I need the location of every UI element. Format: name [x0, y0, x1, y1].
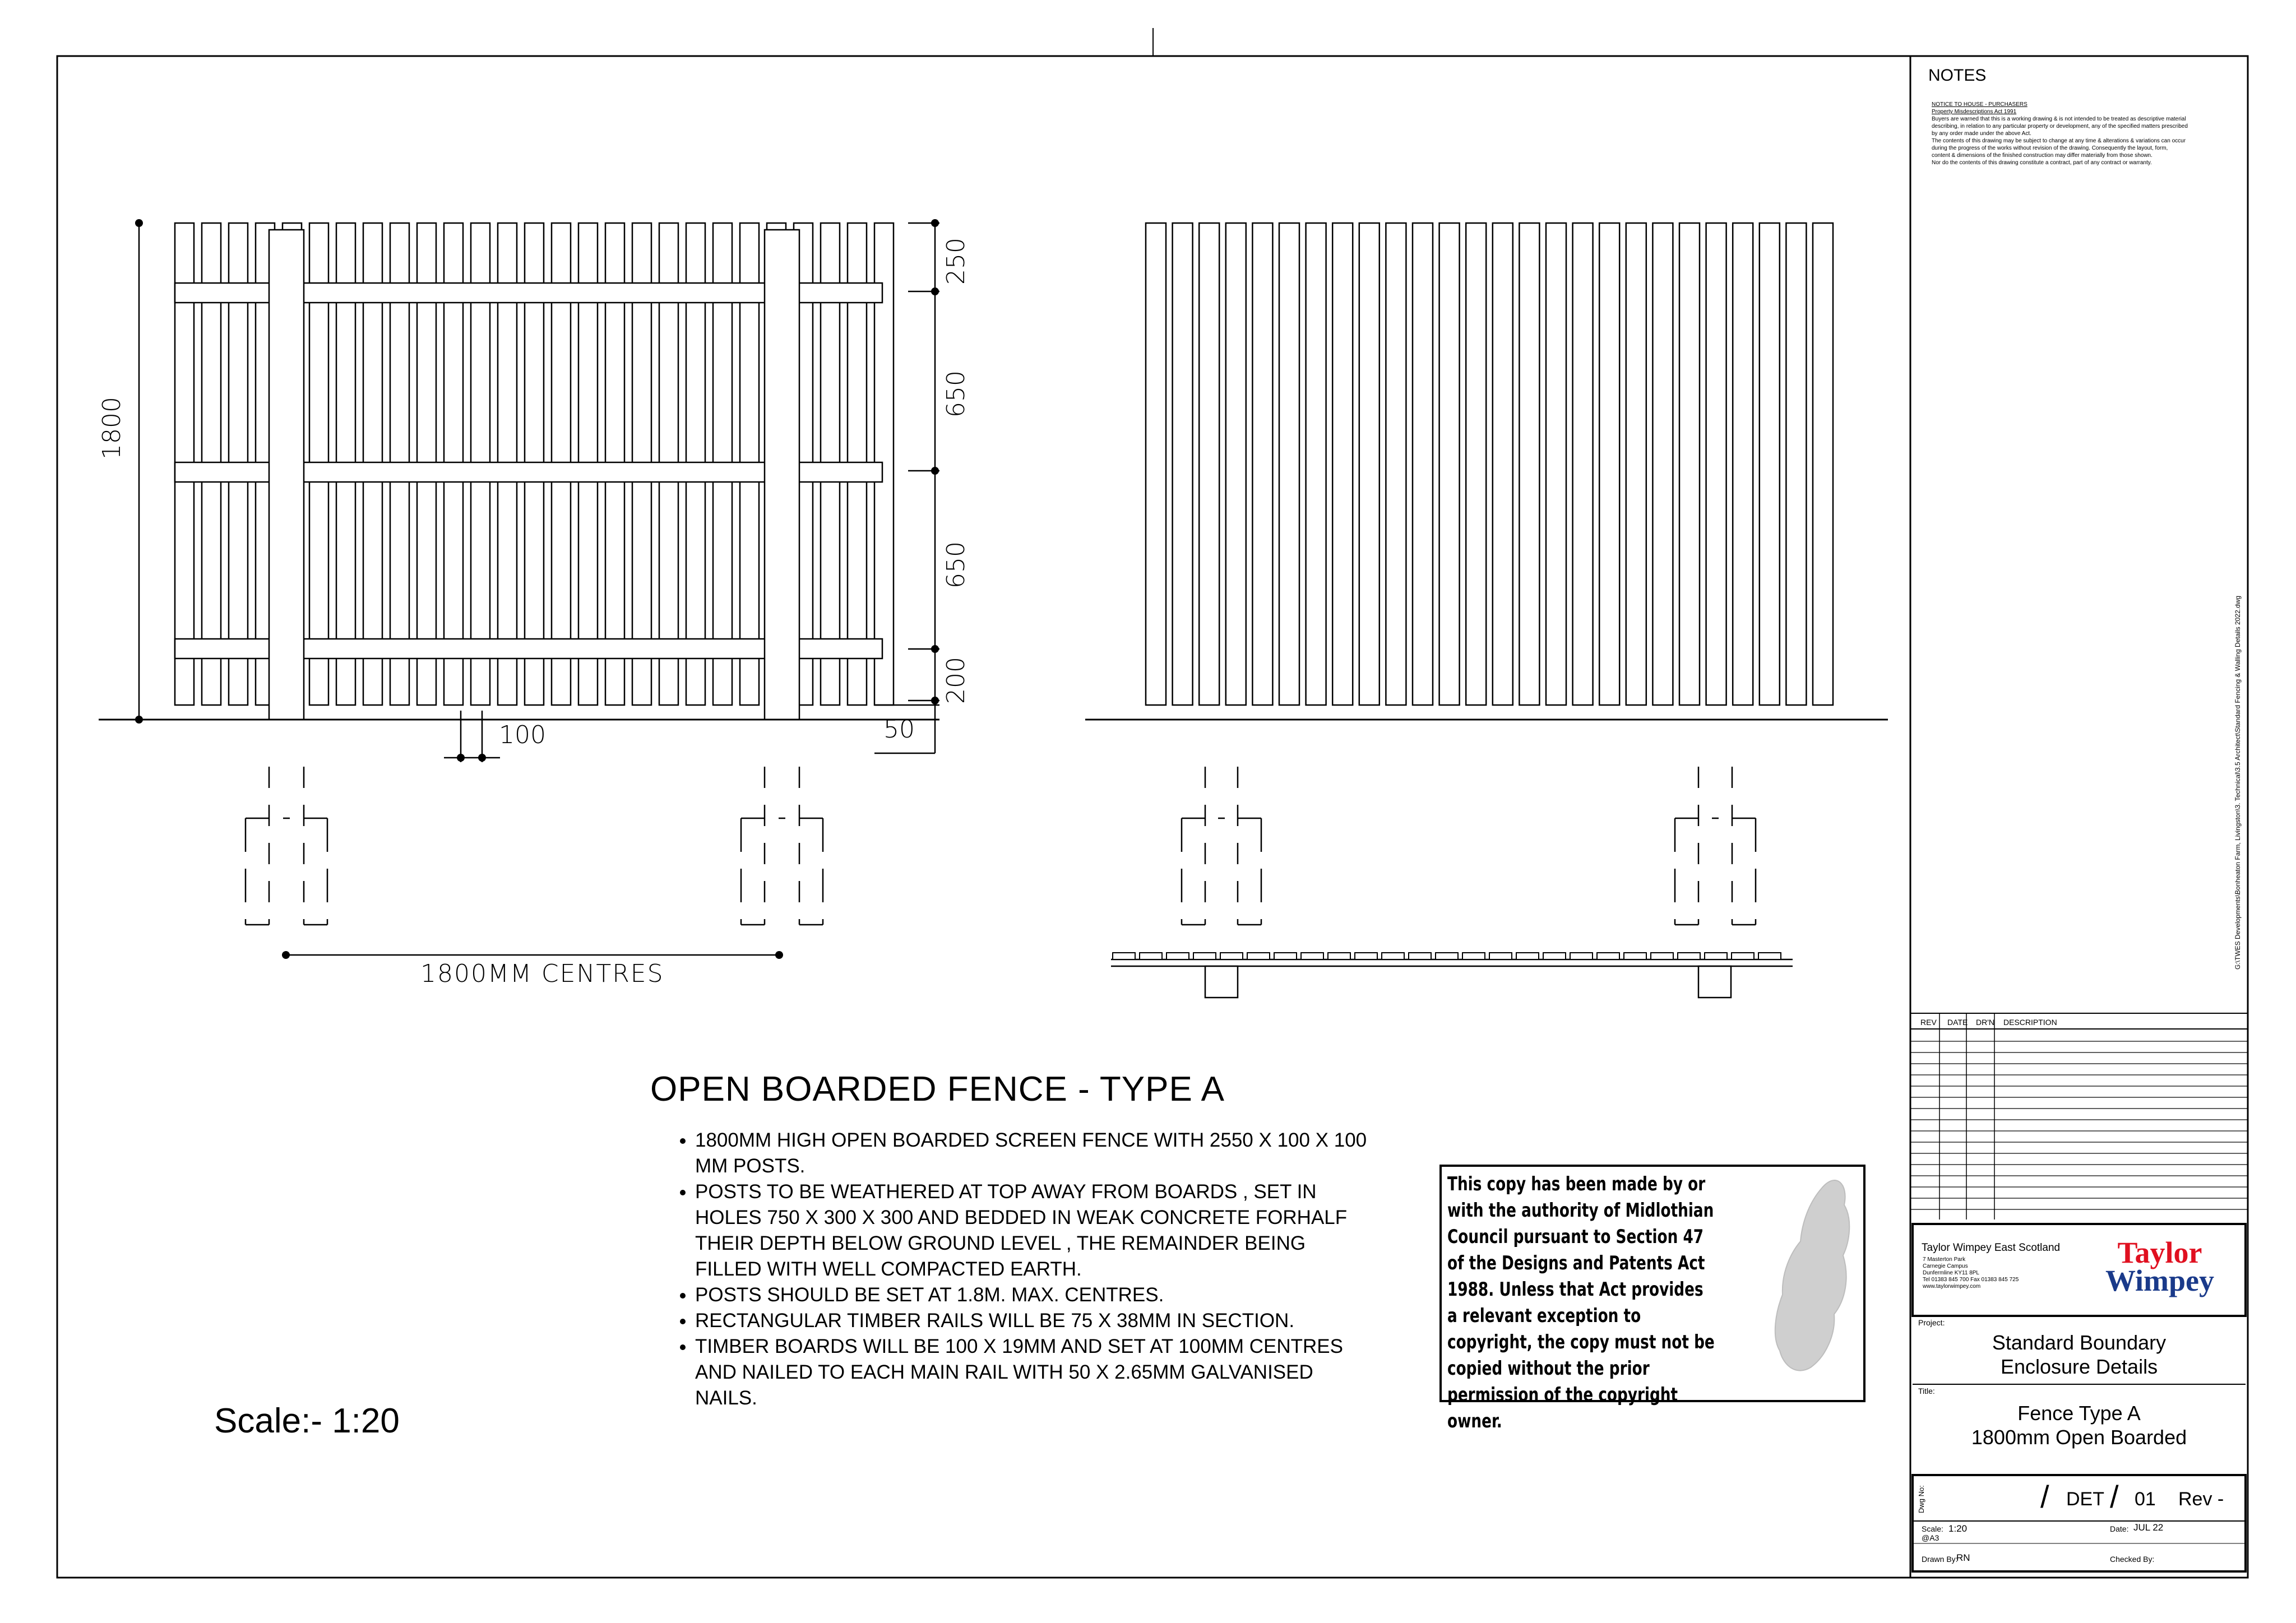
title-line: 1800mm Open Boarded: [1971, 1426, 2187, 1449]
rear-elevation: [1085, 223, 1888, 925]
drawing-scale: Scale:- 1:20: [214, 1402, 400, 1440]
rev-header-description: DESCRIPTION: [2003, 1018, 2057, 1027]
fence-board: [1679, 223, 1700, 705]
dimension-dot: [931, 645, 939, 653]
revision-table: [1910, 1013, 2248, 1219]
fence-board: [1413, 223, 1433, 705]
plan-board: [1140, 953, 1162, 959]
drawing-title: [1913, 1401, 2246, 1449]
fence-board: [1519, 223, 1539, 705]
dimension-dot: [931, 287, 939, 295]
dimension-dot: [457, 754, 465, 762]
paper-size: @A3: [1922, 1533, 1939, 1542]
fence-board: [1359, 223, 1380, 705]
plan-board: [1597, 953, 1619, 959]
plan-board: [1166, 953, 1189, 959]
notice-line: during the progress of the works without revision of the drawing. Consequently the layout, form,: [1932, 145, 2168, 151]
drawn-by-value: RN: [1956, 1552, 1970, 1563]
dimension-dot: [931, 697, 939, 704]
dimension-dot: [478, 754, 486, 762]
notice-line: describing, in relation to any particular property or development, any of the specified matters prescribed: [1932, 123, 2188, 129]
fence-board: [1626, 223, 1646, 705]
taylor-wimpey-logo: [2105, 1236, 2215, 1297]
dimension-dot: [931, 467, 939, 475]
fence-board: [1599, 223, 1619, 705]
dwg-number: 01: [2135, 1488, 2156, 1510]
plan-board: [1247, 953, 1270, 959]
dwg-code: DET: [2066, 1488, 2104, 1510]
dimension-dot: [135, 716, 143, 724]
notice-heading: NOTICE TO HOUSE - PURCHASERS: [1932, 101, 2027, 108]
spec-title: OPEN BOARDED FENCE - TYPE A: [650, 1070, 1225, 1109]
dim-upper-segment: 650: [942, 370, 970, 418]
fence-board: [1279, 223, 1299, 705]
logo-wimpey: Wimpey: [2105, 1264, 2215, 1297]
notice-line: Buyers are warned that this is a working drawing & is not intended to be treated as descriptive material: [1932, 116, 2186, 122]
notes-body: [1932, 101, 2246, 166]
fence-board: [1466, 223, 1486, 705]
dim-top-segment: 250: [942, 238, 970, 285]
project-line: Standard Boundary: [1992, 1331, 2167, 1354]
plan-board: [1651, 953, 1673, 959]
spec-list: [645, 1128, 1373, 1411]
dim-lower-segment: 650: [942, 541, 970, 588]
file-path: G:\TWES Developments\Bonheaton Farm, Livingston\3. Technical\3.5 Architect\Standard Fencing & Walling Details 2022.dwg: [2234, 595, 2242, 970]
plan-board: [1516, 953, 1539, 959]
plan-board: [1301, 953, 1323, 959]
fence-board: [1199, 223, 1219, 705]
plan-post: [1205, 966, 1238, 998]
fence-board: [1252, 223, 1272, 705]
plan-board: [1274, 953, 1297, 959]
rev-header-date: DATE: [1947, 1018, 1968, 1027]
fence-post: [765, 230, 799, 720]
plan-board: [1489, 953, 1512, 959]
fence-board: [1546, 223, 1566, 705]
date-value: JUL 22: [2133, 1522, 2164, 1533]
dimension-dot: [775, 951, 783, 959]
dimension-dot: [931, 219, 939, 227]
address-line: Tel 01383 845 700 Fax 01383 845 725: [1923, 1277, 2019, 1283]
plan-board: [1355, 953, 1377, 959]
dim-height-total: 1800: [98, 397, 126, 460]
project-label: Project:: [1918, 1318, 1945, 1327]
address-line: Dunfermline KY11 8PL: [1923, 1270, 1979, 1276]
dim-bottom-segment: 200: [942, 657, 970, 704]
plan-board: [1220, 953, 1243, 959]
plan-post: [1698, 966, 1731, 998]
fence-post: [269, 230, 304, 720]
plan-board: [1570, 953, 1593, 959]
notes-title: NOTES: [1928, 66, 1987, 85]
plan-section: [1111, 953, 1793, 998]
fence-board: [1439, 223, 1460, 705]
notice-subheading: Property Misdescriptions Act 1991: [1932, 109, 2017, 115]
company-name: Taylor Wimpey East Scotland: [1922, 1242, 2061, 1254]
notice-line: content & dimensions of the finished construction may differ materially from those shown.: [1932, 152, 2152, 159]
fence-board: [1332, 223, 1353, 705]
fence-board: [1786, 223, 1806, 705]
logo-taylor: Taylor: [2117, 1236, 2202, 1269]
fence-board: [1306, 223, 1326, 705]
dim-post-centres: 1800MM CENTRES: [420, 959, 664, 988]
plan-board: [1113, 953, 1135, 959]
dim-ground-offset: 50: [883, 715, 915, 744]
scale-label: Scale:: [1922, 1524, 1943, 1533]
project-line: Enclosure Details: [2000, 1355, 2158, 1378]
notice-line: Nor do the contents of this drawing constitute a contract, part of any contract or warranty.: [1932, 160, 2152, 166]
notice-line: by any order made under the above Act.: [1932, 131, 2031, 137]
dwg-sep: /: [2110, 1479, 2119, 1514]
fence-board: [1652, 223, 1673, 705]
plan-board: [1732, 953, 1754, 959]
rev-header-rev: REV: [1920, 1018, 1937, 1027]
plan-board: [1462, 953, 1485, 959]
spec-item: • POSTS SHOULD BE SET AT 1.8M. MAX. CENTRES.: [695, 1282, 1373, 1308]
checked-by-label: Checked By:: [2110, 1555, 2155, 1564]
plan-board: [1678, 953, 1700, 959]
dimension-dot: [135, 219, 143, 227]
fence-board: [1493, 223, 1513, 705]
plan-board: [1409, 953, 1431, 959]
front-elevation: [99, 223, 939, 925]
plan-board: [1758, 953, 1781, 959]
fence-board: [1573, 223, 1593, 705]
dimension-dot: [282, 951, 290, 959]
plan-board: [1436, 953, 1458, 959]
fence-board: [1733, 223, 1753, 705]
dim-board-spacing: 100: [499, 721, 546, 749]
rev-header-drawn: DR'N: [1976, 1018, 1995, 1027]
plan-board: [1382, 953, 1404, 959]
address-line: Carnegie Campus: [1923, 1263, 1968, 1269]
company-address: [1923, 1256, 2019, 1290]
address-line: 7 Masterton Park: [1923, 1256, 1966, 1263]
spec-item: • POSTS TO BE WEATHERED AT TOP AWAY FROM BOARDS , SET IN HOLES 750 X 300 X 300 AND BEDDED IN WEAK CONCRETE FORHALF THEIR DEPTH BELOW GROUND LEVEL , THE REMAINDER BEING FILLED WITH WELL COMPACTED EARTH.: [695, 1179, 1373, 1282]
scale-value: 1:20: [1948, 1523, 1968, 1534]
fence-board: [1760, 223, 1780, 705]
date-label: Date:: [2110, 1524, 2129, 1533]
plan-board: [1193, 953, 1216, 959]
project-name: [1913, 1330, 2246, 1379]
copyright-text: This copy has been made by or with the authority of Midlothian Council pursuant to Section 47 of the Designs and Patents Act 1988. Unless that Act provides a relevant exception to copyright, the copy must not be copied without the prior permission of the copyright owner.: [1447, 1173, 1715, 1432]
fence-board: [1706, 223, 1726, 705]
plan-board: [1328, 953, 1350, 959]
drawn-by-label: Drawn By:: [1922, 1555, 1958, 1564]
dwg-no-label: Dwg No:: [1917, 1485, 1925, 1513]
address-line: www.taylorwimpey.com: [1923, 1283, 1981, 1290]
plan-board: [1705, 953, 1727, 959]
dwg-revision: Rev -: [2178, 1488, 2224, 1510]
title-label: Title:: [1918, 1386, 1935, 1395]
spec-item: • RECTANGULAR TIMBER RAILS WILL BE 75 X 38MM IN SECTION.: [695, 1308, 1373, 1334]
fence-board: [1813, 223, 1833, 705]
spec-item: • TIMBER BOARDS WILL BE 100 X 19MM AND SET AT 100MM CENTRES AND NAILED TO EACH MAIN RAIL WITH 50 X 2.65MM GALVANISED NAILS.: [695, 1334, 1373, 1411]
plan-board: [1624, 953, 1646, 959]
title-line: Fence Type A: [2017, 1402, 2141, 1425]
notice-line: The contents of this drawing may be subject to change at any time & alterations & variations can occur: [1932, 138, 2186, 144]
dwg-sep: /: [2040, 1479, 2049, 1514]
fence-board: [1173, 223, 1193, 705]
fence-board: [1146, 223, 1166, 705]
plan-board: [1543, 953, 1566, 959]
spec-item: • 1800MM HIGH OPEN BOARDED SCREEN FENCE WITH 2550 X 100 X 100 MM POSTS.: [695, 1128, 1373, 1179]
fence-board: [1226, 223, 1246, 705]
fence-board: [1386, 223, 1406, 705]
